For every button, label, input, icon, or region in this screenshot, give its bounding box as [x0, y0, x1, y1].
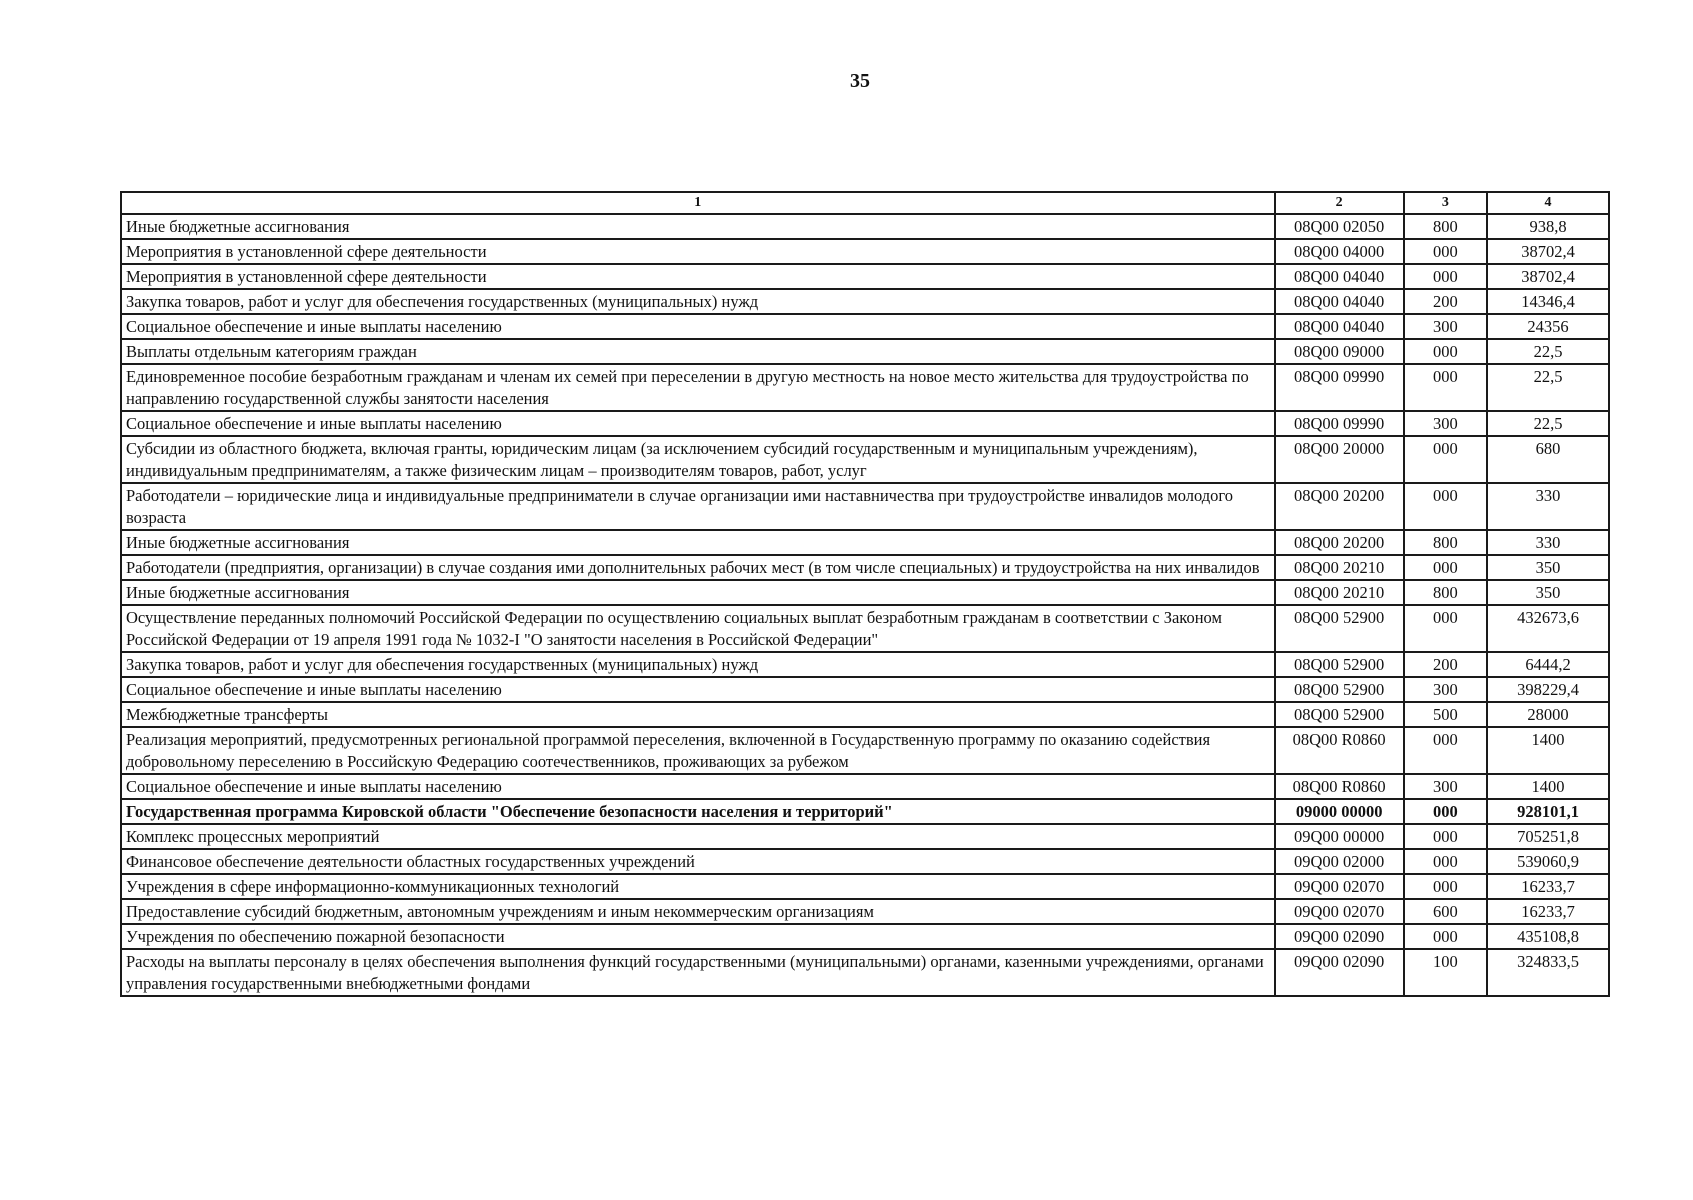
table-row — [121, 949, 1609, 996]
table-row — [121, 214, 1609, 239]
row-code: 09Q00 00000 — [1275, 824, 1404, 849]
row-kvr: 000 — [1404, 483, 1487, 530]
table-row — [121, 364, 1609, 411]
row-kvr: 300 — [1404, 411, 1487, 436]
row-name: Работодатели – юридические лица и индивидуальные предприниматели в случае организации ими наставничества при трудоустройстве инвалидов молодого возраста — [121, 483, 1275, 530]
table-row — [121, 849, 1609, 874]
row-code: 08Q00 52900 — [1275, 702, 1404, 727]
row-sum: 38702,4 — [1487, 264, 1609, 289]
row-sum: 16233,7 — [1487, 899, 1609, 924]
row-sum: 680 — [1487, 436, 1609, 483]
row-kvr: 000 — [1404, 874, 1487, 899]
row-name: Учреждения в сфере информационно-коммуникационных технологий — [121, 874, 1275, 899]
row-code: 08Q00 52900 — [1275, 652, 1404, 677]
table-row — [121, 702, 1609, 727]
row-code: 08Q00 04040 — [1275, 314, 1404, 339]
row-kvr: 000 — [1404, 799, 1487, 824]
table-row — [121, 605, 1609, 652]
row-sum: 330 — [1487, 483, 1609, 530]
row-name: Субсидии из областного бюджета, включая гранты, юридическим лицам (за исключением субсидий государственным и муниципальным учреждениям), индивидуальным предпринимателям, а также физическим лицам – производителям товаров, работ, услуг — [121, 436, 1275, 483]
row-name: Финансовое обеспечение деятельности областных государственных учреждений — [121, 849, 1275, 874]
row-code: 08Q00 20210 — [1275, 555, 1404, 580]
row-code: 08Q00 09000 — [1275, 339, 1404, 364]
row-code: 08Q00 04000 — [1275, 239, 1404, 264]
row-kvr: 000 — [1404, 436, 1487, 483]
row-sum: 350 — [1487, 555, 1609, 580]
row-kvr: 300 — [1404, 677, 1487, 702]
row-name: Социальное обеспечение и иные выплаты населению — [121, 774, 1275, 799]
table-row — [121, 436, 1609, 483]
row-sum: 539060,9 — [1487, 849, 1609, 874]
table-row — [121, 774, 1609, 799]
row-sum: 398229,4 — [1487, 677, 1609, 702]
row-sum: 435108,8 — [1487, 924, 1609, 949]
budget-table — [120, 191, 1610, 997]
row-code: 08Q00 R0860 — [1275, 774, 1404, 799]
column-header-name: 1 — [121, 192, 1275, 214]
row-name: Реализация мероприятий, предусмотренных региональной программой переселения, включенной в Государственную программу по оказанию содействия добровольному переселению в Российскую Федерацию соотечественников, проживающих за рубежом — [121, 727, 1275, 774]
row-kvr: 000 — [1404, 824, 1487, 849]
row-kvr: 200 — [1404, 652, 1487, 677]
row-name: Социальное обеспечение и иные выплаты населению — [121, 677, 1275, 702]
row-name: Социальное обеспечение и иные выплаты населению — [121, 411, 1275, 436]
row-kvr: 800 — [1404, 530, 1487, 555]
row-sum: 350 — [1487, 580, 1609, 605]
row-kvr: 300 — [1404, 314, 1487, 339]
row-name: Иные бюджетные ассигнования — [121, 214, 1275, 239]
row-name: Осуществление переданных полномочий Российской Федерации по осуществлению социальных выплат безработным гражданам в соответствии с Законом Российской Федерации от 19 апреля 1991 года № 1032-I "О занятости населения в Российской Федерации" — [121, 605, 1275, 652]
row-name: Иные бюджетные ассигнования — [121, 530, 1275, 555]
table-row — [121, 239, 1609, 264]
row-kvr: 000 — [1404, 924, 1487, 949]
row-code: 08Q00 20200 — [1275, 530, 1404, 555]
row-kvr: 000 — [1404, 339, 1487, 364]
row-code: 09Q00 02090 — [1275, 949, 1404, 996]
row-kvr: 000 — [1404, 264, 1487, 289]
row-sum: 938,8 — [1487, 214, 1609, 239]
row-sum: 38702,4 — [1487, 239, 1609, 264]
table-row — [121, 530, 1609, 555]
row-kvr: 000 — [1404, 364, 1487, 411]
row-sum: 16233,7 — [1487, 874, 1609, 899]
table-row — [121, 727, 1609, 774]
row-code: 08Q00 02050 — [1275, 214, 1404, 239]
table-row — [121, 339, 1609, 364]
row-kvr: 000 — [1404, 849, 1487, 874]
table-row — [121, 652, 1609, 677]
row-name: Мероприятия в установленной сфере деятельности — [121, 264, 1275, 289]
table-row — [121, 314, 1609, 339]
table-row — [121, 677, 1609, 702]
table-row — [121, 555, 1609, 580]
row-sum: 928101,1 — [1487, 799, 1609, 824]
row-kvr: 100 — [1404, 949, 1487, 996]
row-kvr: 000 — [1404, 555, 1487, 580]
row-sum: 22,5 — [1487, 411, 1609, 436]
row-sum: 432673,6 — [1487, 605, 1609, 652]
table-row — [121, 924, 1609, 949]
row-kvr: 800 — [1404, 214, 1487, 239]
row-code: 08Q00 09990 — [1275, 411, 1404, 436]
row-code: 08Q00 04040 — [1275, 289, 1404, 314]
table-row — [121, 580, 1609, 605]
row-sum: 324833,5 — [1487, 949, 1609, 996]
row-kvr: 000 — [1404, 605, 1487, 652]
row-kvr: 800 — [1404, 580, 1487, 605]
row-code: 09000 00000 — [1275, 799, 1404, 824]
row-code: 09Q00 02090 — [1275, 924, 1404, 949]
table-row — [121, 264, 1609, 289]
table-row — [121, 874, 1609, 899]
row-code: 08Q00 R0860 — [1275, 727, 1404, 774]
row-name: Предоставление субсидий бюджетным, автономным учреждениям и иным некоммерческим организациям — [121, 899, 1275, 924]
row-name: Межбюджетные трансферты — [121, 702, 1275, 727]
row-sum: 14346,4 — [1487, 289, 1609, 314]
row-sum: 28000 — [1487, 702, 1609, 727]
row-code: 08Q00 09990 — [1275, 364, 1404, 411]
row-name: Комплекс процессных мероприятий — [121, 824, 1275, 849]
page-number: 35 — [850, 70, 870, 92]
table-body — [121, 214, 1609, 996]
table-row — [121, 899, 1609, 924]
table-row — [121, 799, 1609, 824]
row-code: 08Q00 20210 — [1275, 580, 1404, 605]
table-row — [121, 289, 1609, 314]
row-kvr: 000 — [1404, 239, 1487, 264]
row-kvr: 500 — [1404, 702, 1487, 727]
table-row — [121, 824, 1609, 849]
row-sum: 330 — [1487, 530, 1609, 555]
row-code: 08Q00 20000 — [1275, 436, 1404, 483]
row-sum: 22,5 — [1487, 364, 1609, 411]
row-sum: 1400 — [1487, 774, 1609, 799]
row-code: 08Q00 20200 — [1275, 483, 1404, 530]
row-sum: 1400 — [1487, 727, 1609, 774]
row-kvr: 200 — [1404, 289, 1487, 314]
row-name: Закупка товаров, работ и услуг для обеспечения государственных (муниципальных) нужд — [121, 289, 1275, 314]
row-code: 09Q00 02000 — [1275, 849, 1404, 874]
row-code: 09Q00 02070 — [1275, 874, 1404, 899]
row-name: Мероприятия в установленной сфере деятельности — [121, 239, 1275, 264]
row-kvr: 000 — [1404, 727, 1487, 774]
row-name: Работодатели (предприятия, организации) в случае создания ими дополнительных рабочих мест (в том числе специальных) и трудоустройства на них инвалидов — [121, 555, 1275, 580]
column-header-kvr: 3 — [1404, 192, 1487, 214]
row-name: Расходы на выплаты персоналу в целях обеспечения выполнения функций государственными (муниципальными) органами, казенными учреждениями, органами управления государственными внебюджетными фондами — [121, 949, 1275, 996]
row-kvr: 300 — [1404, 774, 1487, 799]
table-row — [121, 483, 1609, 530]
row-name: Социальное обеспечение и иные выплаты населению — [121, 314, 1275, 339]
column-header-sum: 4 — [1487, 192, 1609, 214]
row-code: 08Q00 52900 — [1275, 677, 1404, 702]
table-row — [121, 411, 1609, 436]
row-name: Единовременное пособие безработным гражданам и членам их семей при переселении в другую местность на новое место жительства для трудоустройства по направлению государственной службы занятости населения — [121, 364, 1275, 411]
row-kvr: 600 — [1404, 899, 1487, 924]
row-code: 09Q00 02070 — [1275, 899, 1404, 924]
row-sum: 705251,8 — [1487, 824, 1609, 849]
table-header-row — [121, 192, 1609, 214]
row-code: 08Q00 52900 — [1275, 605, 1404, 652]
row-sum: 24356 — [1487, 314, 1609, 339]
row-sum: 6444,2 — [1487, 652, 1609, 677]
row-code: 08Q00 04040 — [1275, 264, 1404, 289]
column-header-code: 2 — [1275, 192, 1404, 214]
row-sum: 22,5 — [1487, 339, 1609, 364]
row-name: Государственная программа Кировской области "Обеспечение безопасности населения и территорий" — [121, 799, 1275, 824]
row-name: Учреждения по обеспечению пожарной безопасности — [121, 924, 1275, 949]
row-name: Иные бюджетные ассигнования — [121, 580, 1275, 605]
row-name: Выплаты отдельным категориям граждан — [121, 339, 1275, 364]
row-name: Закупка товаров, работ и услуг для обеспечения государственных (муниципальных) нужд — [121, 652, 1275, 677]
